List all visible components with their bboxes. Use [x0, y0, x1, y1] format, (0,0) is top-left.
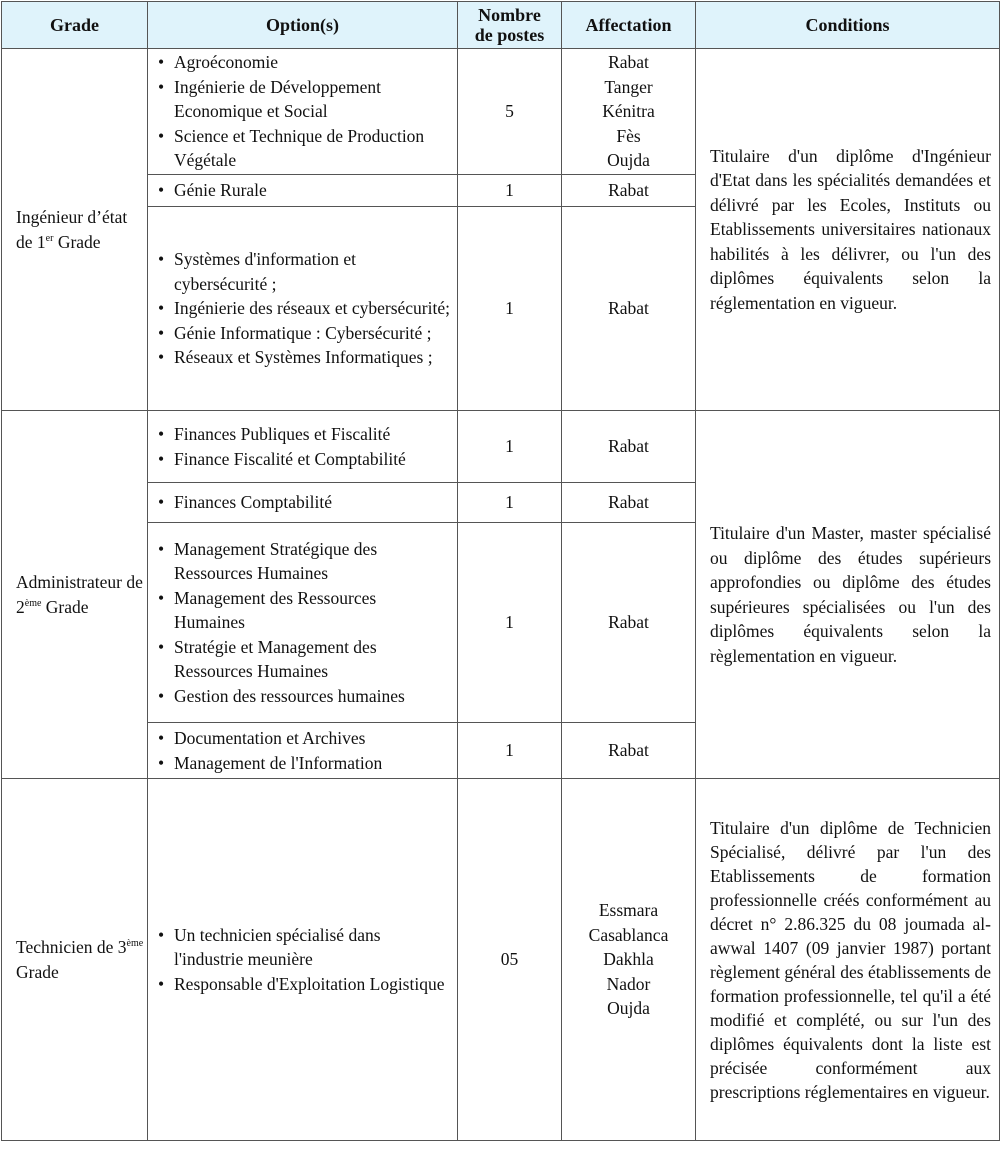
option-item: • Finances Publiques et Fiscalité	[156, 422, 451, 447]
header-affectation: Affectation	[562, 2, 696, 49]
affectation-city: Rabat	[608, 298, 649, 319]
option-item: • Responsable d'Exploitation Logistique	[156, 972, 451, 997]
affectation-city: Rabat	[608, 492, 649, 513]
grade-text: Grade	[16, 961, 59, 982]
grade-text: Administrateur de 2	[16, 572, 143, 617]
affectation-cell	[562, 723, 696, 779]
options-list	[156, 726, 451, 775]
option-item: • Agroéconomie	[156, 50, 451, 75]
table-row	[2, 49, 1000, 175]
option-item: • Science et Technique de Production Végétale	[156, 124, 451, 173]
grade-superscript: er	[45, 232, 54, 244]
option-item: • Ingénierie des réseaux et cybersécurité;	[156, 296, 451, 321]
header-row	[2, 2, 1000, 49]
option-item: • Systèmes d'information et cybersécurité ;	[156, 247, 451, 296]
grade-text: Ingénieur d’état de 1	[16, 207, 128, 252]
affectation-cell	[562, 207, 696, 411]
option-item: • Finance Fiscalité et Comptabilité	[156, 447, 451, 472]
nombre-postes-cell: 1	[458, 523, 562, 723]
header-grade: Grade	[2, 2, 148, 49]
grade-cell	[2, 779, 148, 1141]
option-item: • Stratégie et Management des Ressources Humaines	[156, 635, 451, 684]
options-list	[156, 422, 451, 471]
affectation-city: Rabat	[608, 612, 649, 633]
affectation-city: Dakhla	[603, 949, 654, 970]
option-item: • Génie Informatique : Cybersécurité ;	[156, 321, 451, 346]
option-item: • Documentation et Archives	[156, 726, 451, 751]
options-cell	[148, 523, 458, 723]
grade-cell	[2, 411, 148, 779]
option-item: • Génie Rurale	[156, 178, 451, 203]
affectation-cell	[562, 49, 696, 175]
nombre-postes-cell: 05	[458, 779, 562, 1141]
grade-text: Technicien de 3	[16, 937, 127, 957]
options-list	[156, 247, 451, 370]
grade-cell	[2, 49, 148, 411]
postes-table	[1, 1, 1000, 1141]
options-list	[156, 178, 451, 203]
affectation-city: Nador	[606, 973, 651, 994]
conditions-cell: Titulaire d'un Master, master spécialisé ou diplôme des études supérieurs approfondies ou diplôme des études supérieures spécialisées ou l'un des diplômes équivalents selon la règlementation en vigueur.	[696, 411, 1000, 779]
affectation-cell	[562, 175, 696, 207]
nombre-postes-cell: 1	[458, 483, 562, 523]
affectation-city: Fès	[616, 125, 641, 146]
affectation-city: Rabat	[608, 52, 649, 73]
nombre-postes-cell: 1	[458, 411, 562, 483]
affectation-cell	[562, 779, 696, 1141]
nombre-postes-cell: 1	[458, 175, 562, 207]
option-item: • Réseaux et Systèmes Informatiques ;	[156, 345, 451, 370]
option-item: • Management Stratégique des Ressources Humaines	[156, 537, 451, 586]
table-row	[2, 779, 1000, 1141]
options-list	[156, 923, 451, 997]
header-postes-line: de postes	[474, 25, 545, 45]
conditions-cell: Titulaire d'un diplôme d'Ingénieur d'Etat dans les spécialités demandées et délivré par les Ecoles, Instituts ou Etablissements universitaires nationaux habilités à les délivrer, ou l'un des diplômes équivalents selon la réglementation en vigueur.	[696, 49, 1000, 411]
affectation-cell	[562, 523, 696, 723]
header-options: Option(s)	[148, 2, 458, 49]
grade-text: Grade	[53, 231, 101, 252]
options-list	[156, 537, 451, 709]
options-cell	[148, 207, 458, 411]
affectation-city: Rabat	[608, 740, 649, 761]
affectation-cell	[562, 411, 696, 483]
affectation-city: Rabat	[608, 436, 649, 457]
option-item: • Management de l'Information	[156, 751, 451, 776]
grade-text: Grade	[41, 596, 89, 617]
grade-superscript: ème	[24, 597, 42, 609]
affectation-city: Casablanca	[588, 924, 669, 945]
grade-superscript: ème	[126, 938, 144, 950]
option-item: • Finances Comptabilité	[156, 490, 451, 515]
options-list	[156, 50, 451, 173]
affectation-city: Oujda	[607, 998, 650, 1019]
table-row	[2, 411, 1000, 483]
affectation-city: Kénitra	[602, 101, 655, 122]
header-nombre-line: Nombre	[478, 5, 541, 25]
affectation-cell	[562, 483, 696, 523]
options-cell	[148, 779, 458, 1141]
affectation-city: Tanger	[604, 76, 653, 97]
option-item: • Gestion des ressources humaines	[156, 684, 451, 709]
option-item: • Management des Ressources Humaines	[156, 586, 451, 635]
header-conditions: Conditions	[696, 2, 1000, 49]
header-nombre-postes	[458, 2, 562, 49]
conditions-cell: Titulaire d'un diplôme de Technicien Spécialisé, délivré par l'un des Etablissements de formation professionnelle créés conformément au décret n° 2.86.325 du 08 joumada al-awwal 1407 (09 janvier 1987) portant règlement général des établissements de formation professionnelle, tel qu'il a été modifié et complété, ou sur l'un des diplômes équivalents dont la liste est précisée conformément aux prescriptions réglementaires en vigueur.	[696, 779, 1000, 1141]
options-cell	[148, 175, 458, 207]
affectation-city: Rabat	[608, 180, 649, 201]
options-cell	[148, 411, 458, 483]
options-cell	[148, 49, 458, 175]
nombre-postes-cell: 5	[458, 49, 562, 175]
option-item: • Un technicien spécialisé dans l'industrie meunière	[156, 923, 451, 972]
options-list	[156, 490, 451, 515]
nombre-postes-cell: 1	[458, 207, 562, 411]
affectation-city: Oujda	[607, 150, 650, 171]
options-cell	[148, 483, 458, 523]
option-item: • Ingénierie de Développement Economique et Social	[156, 75, 451, 124]
options-cell	[148, 723, 458, 779]
nombre-postes-cell: 1	[458, 723, 562, 779]
affectation-city: Essmara	[598, 900, 659, 921]
